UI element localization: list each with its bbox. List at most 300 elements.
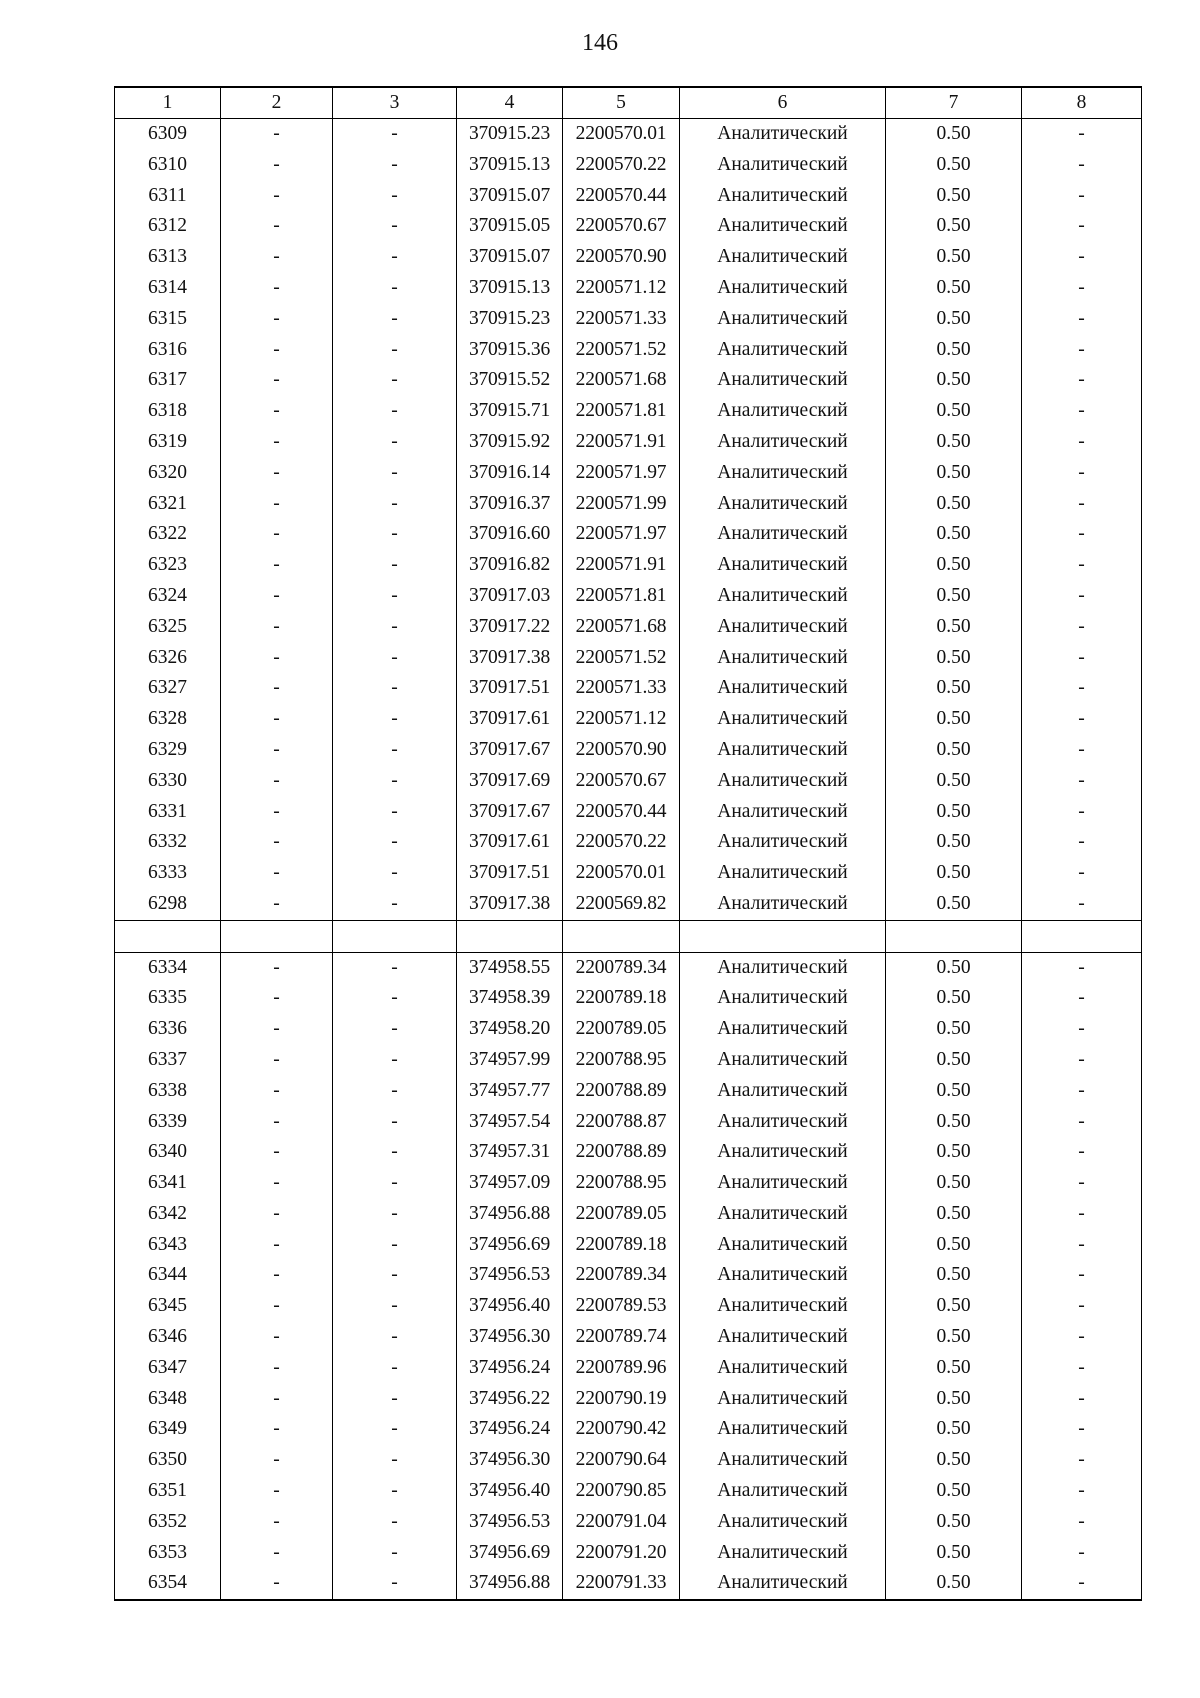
table-cell: Аналитический (680, 983, 886, 1014)
table-cell: - (221, 983, 333, 1014)
table-cell: - (333, 181, 457, 212)
table-cell: 374957.31 (457, 1137, 563, 1168)
table-cell: 6321 (115, 489, 221, 520)
table-cell: 370915.36 (457, 335, 563, 366)
table-cell: - (1022, 1353, 1142, 1384)
table-cell: 370916.37 (457, 489, 563, 520)
table-cell: 370915.07 (457, 242, 563, 273)
table-cell: - (1022, 766, 1142, 797)
table-cell: - (1022, 1076, 1142, 1107)
table-row (115, 335, 1142, 366)
table-row (115, 550, 1142, 581)
table-row (115, 458, 1142, 489)
table-cell: 2200571.33 (563, 673, 680, 704)
table-cell: 370917.61 (457, 704, 563, 735)
table-cell: 2200571.52 (563, 335, 680, 366)
table-cell: 6316 (115, 335, 221, 366)
table-cell: 0.50 (886, 1199, 1022, 1230)
table-cell: - (221, 181, 333, 212)
table-cell: 6347 (115, 1353, 221, 1384)
table-cell: - (333, 273, 457, 304)
table-cell: 0.50 (886, 1538, 1022, 1569)
table-cell: 374957.54 (457, 1107, 563, 1138)
table-row (115, 704, 1142, 735)
table-cell: - (1022, 735, 1142, 766)
table-cell: - (221, 458, 333, 489)
table-cell: 370917.22 (457, 612, 563, 643)
table-cell: - (1022, 489, 1142, 520)
table-cell: 6340 (115, 1137, 221, 1168)
table-cell: 370917.61 (457, 827, 563, 858)
table-cell (221, 920, 333, 952)
table-cell: 0.50 (886, 427, 1022, 458)
table-cell: 0.50 (886, 1353, 1022, 1384)
table-cell: 2200790.85 (563, 1476, 680, 1507)
table-cell: Аналитический (680, 673, 886, 704)
table-cell: Аналитический (680, 827, 886, 858)
table-cell: 2200570.90 (563, 242, 680, 273)
table-cell: - (221, 1445, 333, 1476)
table-cell: 0.50 (886, 889, 1022, 920)
table-cell: 6333 (115, 858, 221, 889)
table-cell: 0.50 (886, 704, 1022, 735)
table-cell: - (1022, 458, 1142, 489)
table-cell: 2200570.90 (563, 735, 680, 766)
table-cell: 374956.40 (457, 1476, 563, 1507)
table-cell: - (333, 1199, 457, 1230)
table-cell: 2200570.67 (563, 766, 680, 797)
table-cell: 6325 (115, 612, 221, 643)
table-cell: 6339 (115, 1107, 221, 1138)
table-cell: 370915.13 (457, 273, 563, 304)
table-row (115, 1507, 1142, 1538)
table-row (115, 1322, 1142, 1353)
table-cell: 0.50 (886, 1291, 1022, 1322)
table-cell: 2200790.64 (563, 1445, 680, 1476)
table-cell: 6319 (115, 427, 221, 458)
table-cell: - (221, 119, 333, 150)
table-cell: 0.50 (886, 1076, 1022, 1107)
table-cell: - (1022, 858, 1142, 889)
table-cell: - (221, 489, 333, 520)
table-cell: 6318 (115, 396, 221, 427)
column-header: 1 (115, 87, 221, 119)
table-row (115, 1168, 1142, 1199)
table-cell: 2200789.18 (563, 1230, 680, 1261)
table-cell: 0.50 (886, 983, 1022, 1014)
table-cell: 2200570.44 (563, 181, 680, 212)
table-cell (1022, 920, 1142, 952)
table-cell: - (221, 1137, 333, 1168)
table-cell: 6327 (115, 673, 221, 704)
table-cell: 0.50 (886, 211, 1022, 242)
table-cell: 6346 (115, 1322, 221, 1353)
table-cell: Аналитический (680, 181, 886, 212)
table-cell: - (333, 1260, 457, 1291)
table-cell: - (333, 983, 457, 1014)
table-cell: 374957.77 (457, 1076, 563, 1107)
table-cell: 6344 (115, 1260, 221, 1291)
table-cell: 2200571.97 (563, 458, 680, 489)
table-row (115, 766, 1142, 797)
table-cell: Аналитический (680, 581, 886, 612)
table-cell: - (221, 797, 333, 828)
table-cell: 0.50 (886, 304, 1022, 335)
table-cell: - (1022, 242, 1142, 273)
table-cell: 6351 (115, 1476, 221, 1507)
table-cell: 0.50 (886, 735, 1022, 766)
table-cell: 0.50 (886, 1230, 1022, 1261)
table-cell: 0.50 (886, 1322, 1022, 1353)
table-cell: - (221, 1538, 333, 1569)
table-cell: 2200790.42 (563, 1414, 680, 1445)
table-cell: 0.50 (886, 1568, 1022, 1600)
table-cell: - (1022, 1507, 1142, 1538)
table-cell: - (1022, 1230, 1142, 1261)
table-cell: 6348 (115, 1384, 221, 1415)
table-cell: - (221, 1507, 333, 1538)
table-cell: 0.50 (886, 643, 1022, 674)
table-cell: - (1022, 304, 1142, 335)
table-row (115, 983, 1142, 1014)
table-cell: 0.50 (886, 150, 1022, 181)
table-cell: - (221, 1014, 333, 1045)
table-cell: - (221, 1168, 333, 1199)
table-cell: - (221, 766, 333, 797)
table-cell: 2200571.81 (563, 396, 680, 427)
table-header (115, 87, 1142, 119)
table-cell: - (221, 1199, 333, 1230)
table-cell: - (221, 827, 333, 858)
table-cell: - (1022, 1384, 1142, 1415)
table-cell: 370917.03 (457, 581, 563, 612)
table-cell: 6309 (115, 119, 221, 150)
table-cell: - (1022, 1260, 1142, 1291)
table-cell: - (333, 458, 457, 489)
table-cell: - (333, 1476, 457, 1507)
table-cell: - (1022, 983, 1142, 1014)
table-cell: Аналитический (680, 365, 886, 396)
table-cell: 374956.88 (457, 1568, 563, 1600)
table-cell: 6341 (115, 1168, 221, 1199)
table-body (115, 119, 1142, 1601)
column-header: 7 (886, 87, 1022, 119)
table-cell: Аналитический (680, 1353, 886, 1384)
table-cell: - (1022, 1168, 1142, 1199)
column-header: 3 (333, 87, 457, 119)
table-cell: - (333, 396, 457, 427)
table-row (115, 150, 1142, 181)
table-cell: 374956.30 (457, 1322, 563, 1353)
table-cell: 0.50 (886, 273, 1022, 304)
table-cell: - (333, 242, 457, 273)
table-cell: - (221, 858, 333, 889)
table-cell: - (333, 858, 457, 889)
table-cell: 0.50 (886, 581, 1022, 612)
table-cell: 2200570.44 (563, 797, 680, 828)
table-cell: - (1022, 1445, 1142, 1476)
table-cell: Аналитический (680, 1322, 886, 1353)
table-cell: 0.50 (886, 1507, 1022, 1538)
table-cell: - (1022, 273, 1142, 304)
table-cell: 370917.67 (457, 735, 563, 766)
table-cell: 0.50 (886, 1445, 1022, 1476)
table-cell: Аналитический (680, 304, 886, 335)
table-cell: Аналитический (680, 242, 886, 273)
table-row (115, 396, 1142, 427)
table-cell: - (1022, 1199, 1142, 1230)
table-cell: - (333, 1353, 457, 1384)
table-cell: Аналитический (680, 150, 886, 181)
table-cell: 6332 (115, 827, 221, 858)
table-cell: 0.50 (886, 396, 1022, 427)
table-cell: 2200571.68 (563, 612, 680, 643)
table-cell: Аналитический (680, 119, 886, 150)
table-row (115, 1076, 1142, 1107)
table-cell: - (221, 704, 333, 735)
table-cell: Аналитический (680, 704, 886, 735)
table-cell: 370915.71 (457, 396, 563, 427)
table-cell: Аналитический (680, 1291, 886, 1322)
table-cell: 2200789.34 (563, 952, 680, 983)
table-row (115, 1137, 1142, 1168)
table-row (115, 1107, 1142, 1138)
table-cell: 2200570.01 (563, 858, 680, 889)
table-row (115, 1414, 1142, 1445)
table-cell: - (221, 1045, 333, 1076)
table-cell: 374958.55 (457, 952, 563, 983)
table-cell: 6335 (115, 983, 221, 1014)
table-cell: - (221, 1414, 333, 1445)
table-cell: Аналитический (680, 211, 886, 242)
table-cell: Аналитический (680, 550, 886, 581)
table-cell: - (333, 119, 457, 150)
table-cell (333, 920, 457, 952)
table-row (115, 1045, 1142, 1076)
table-cell: Аналитический (680, 797, 886, 828)
table-cell: 2200788.89 (563, 1076, 680, 1107)
table-cell (457, 920, 563, 952)
table-cell: - (1022, 150, 1142, 181)
table-cell: - (1022, 1291, 1142, 1322)
table-cell: 374958.20 (457, 1014, 563, 1045)
table-cell: - (221, 1260, 333, 1291)
table-cell (680, 920, 886, 952)
table-cell: Аналитический (680, 1260, 886, 1291)
table-cell: Аналитический (680, 643, 886, 674)
table-cell: - (333, 1322, 457, 1353)
table-row (115, 273, 1142, 304)
table-cell: - (1022, 1137, 1142, 1168)
table-cell: 374956.69 (457, 1230, 563, 1261)
table-cell: 6342 (115, 1199, 221, 1230)
table-cell: 6343 (115, 1230, 221, 1261)
table-cell: - (333, 766, 457, 797)
table-cell: - (221, 581, 333, 612)
table-cell: 370915.92 (457, 427, 563, 458)
table-row (115, 858, 1142, 889)
table-cell: - (1022, 519, 1142, 550)
table-cell: - (1022, 181, 1142, 212)
table-cell: 0.50 (886, 1414, 1022, 1445)
table-row (115, 519, 1142, 550)
table-cell: - (1022, 427, 1142, 458)
table-cell: 6338 (115, 1076, 221, 1107)
table-cell: - (333, 1291, 457, 1322)
table-cell: - (333, 735, 457, 766)
table-cell: 2200789.05 (563, 1199, 680, 1230)
table-cell: - (333, 427, 457, 458)
table-cell: Аналитический (680, 1014, 886, 1045)
table-row (115, 889, 1142, 920)
table-cell: 0.50 (886, 858, 1022, 889)
table-cell: 374956.40 (457, 1291, 563, 1322)
table-cell: 6315 (115, 304, 221, 335)
table-cell: 6331 (115, 797, 221, 828)
table-cell: 2200788.95 (563, 1045, 680, 1076)
table-cell: 6311 (115, 181, 221, 212)
table-cell: Аналитический (680, 458, 886, 489)
table-row (115, 612, 1142, 643)
table-cell: 0.50 (886, 952, 1022, 983)
table-cell: - (333, 304, 457, 335)
header-row (115, 87, 1142, 119)
table-cell: - (333, 519, 457, 550)
table-row (115, 1353, 1142, 1384)
table-cell: - (221, 1353, 333, 1384)
table-cell: - (1022, 365, 1142, 396)
table-cell: 0.50 (886, 458, 1022, 489)
table-cell: Аналитический (680, 858, 886, 889)
table-cell: Аналитический (680, 427, 886, 458)
table-cell: - (1022, 889, 1142, 920)
table-cell: 374956.22 (457, 1384, 563, 1415)
table-cell: 6322 (115, 519, 221, 550)
table-cell: 0.50 (886, 335, 1022, 366)
table-cell: 0.50 (886, 673, 1022, 704)
table-cell: Аналитический (680, 766, 886, 797)
table-cell: 2200791.04 (563, 1507, 680, 1538)
table-cell: Аналитический (680, 952, 886, 983)
table-row (115, 581, 1142, 612)
table-cell: 6298 (115, 889, 221, 920)
table-cell: 2200789.18 (563, 983, 680, 1014)
page-number: 146 (582, 30, 618, 56)
table-cell: - (1022, 643, 1142, 674)
table-cell: Аналитический (680, 489, 886, 520)
table-cell: - (221, 1291, 333, 1322)
table-cell: 6353 (115, 1538, 221, 1569)
table-cell: 2200788.95 (563, 1168, 680, 1199)
table-cell: - (333, 1538, 457, 1569)
table-cell: 6313 (115, 242, 221, 273)
table-cell: 370915.52 (457, 365, 563, 396)
table-cell: 6336 (115, 1014, 221, 1045)
table-cell: Аналитический (680, 1538, 886, 1569)
table-cell: - (1022, 396, 1142, 427)
table-cell: 0.50 (886, 1137, 1022, 1168)
table-cell: 2200571.91 (563, 550, 680, 581)
table-cell: - (333, 1107, 457, 1138)
table-cell: 374958.39 (457, 983, 563, 1014)
table-cell: - (1022, 1014, 1142, 1045)
coordinates-table (114, 86, 1142, 1601)
table-cell: Аналитический (680, 519, 886, 550)
table-cell: Аналитический (680, 1230, 886, 1261)
table-row (115, 181, 1142, 212)
table-cell: - (333, 952, 457, 983)
table-cell: - (1022, 119, 1142, 150)
table-cell: - (221, 1076, 333, 1107)
table-cell: 0.50 (886, 365, 1022, 396)
table-cell: - (221, 365, 333, 396)
table-cell: Аналитический (680, 273, 886, 304)
table-cell: - (333, 797, 457, 828)
table-cell: 0.50 (886, 1045, 1022, 1076)
table-cell: 6329 (115, 735, 221, 766)
table-cell: 0.50 (886, 1107, 1022, 1138)
table-cell: - (1022, 1538, 1142, 1569)
table-cell (563, 920, 680, 952)
table-row (115, 1445, 1142, 1476)
table-cell: 6349 (115, 1414, 221, 1445)
table-cell: 0.50 (886, 1476, 1022, 1507)
table-cell: - (1022, 827, 1142, 858)
table-cell: - (333, 1445, 457, 1476)
table-cell: - (1022, 335, 1142, 366)
table-cell: 0.50 (886, 1260, 1022, 1291)
table-cell: - (1022, 1322, 1142, 1353)
table-cell: Аналитический (680, 1137, 886, 1168)
table-cell: - (333, 1168, 457, 1199)
table-row (115, 1199, 1142, 1230)
column-header: 2 (221, 87, 333, 119)
table-cell: 370916.82 (457, 550, 563, 581)
table-cell: - (221, 150, 333, 181)
table-cell: 2200570.22 (563, 150, 680, 181)
table-row (115, 797, 1142, 828)
table-row (115, 365, 1142, 396)
table-row (115, 1260, 1142, 1291)
table-cell: - (333, 1014, 457, 1045)
table-cell: 6352 (115, 1507, 221, 1538)
table-cell (115, 920, 221, 952)
table-cell: - (333, 211, 457, 242)
table-cell: - (221, 673, 333, 704)
table-cell: - (333, 889, 457, 920)
table-row (115, 1014, 1142, 1045)
table-row (115, 211, 1142, 242)
table-cell (886, 920, 1022, 952)
table-cell: - (1022, 1476, 1142, 1507)
table-cell: 2200571.81 (563, 581, 680, 612)
table-cell: - (333, 1568, 457, 1600)
table-cell: - (221, 735, 333, 766)
table-cell: 2200789.34 (563, 1260, 680, 1291)
table-cell: 374956.69 (457, 1538, 563, 1569)
table-row (115, 119, 1142, 150)
table-cell: 370916.14 (457, 458, 563, 489)
table-cell: 2200789.53 (563, 1291, 680, 1322)
table-cell: 370915.23 (457, 304, 563, 335)
table-cell: 6323 (115, 550, 221, 581)
table-cell: 0.50 (886, 550, 1022, 581)
table-cell: 2200570.22 (563, 827, 680, 858)
table-cell: - (221, 427, 333, 458)
table-cell: - (221, 612, 333, 643)
table-cell: 0.50 (886, 797, 1022, 828)
table-cell: 374956.24 (457, 1414, 563, 1445)
